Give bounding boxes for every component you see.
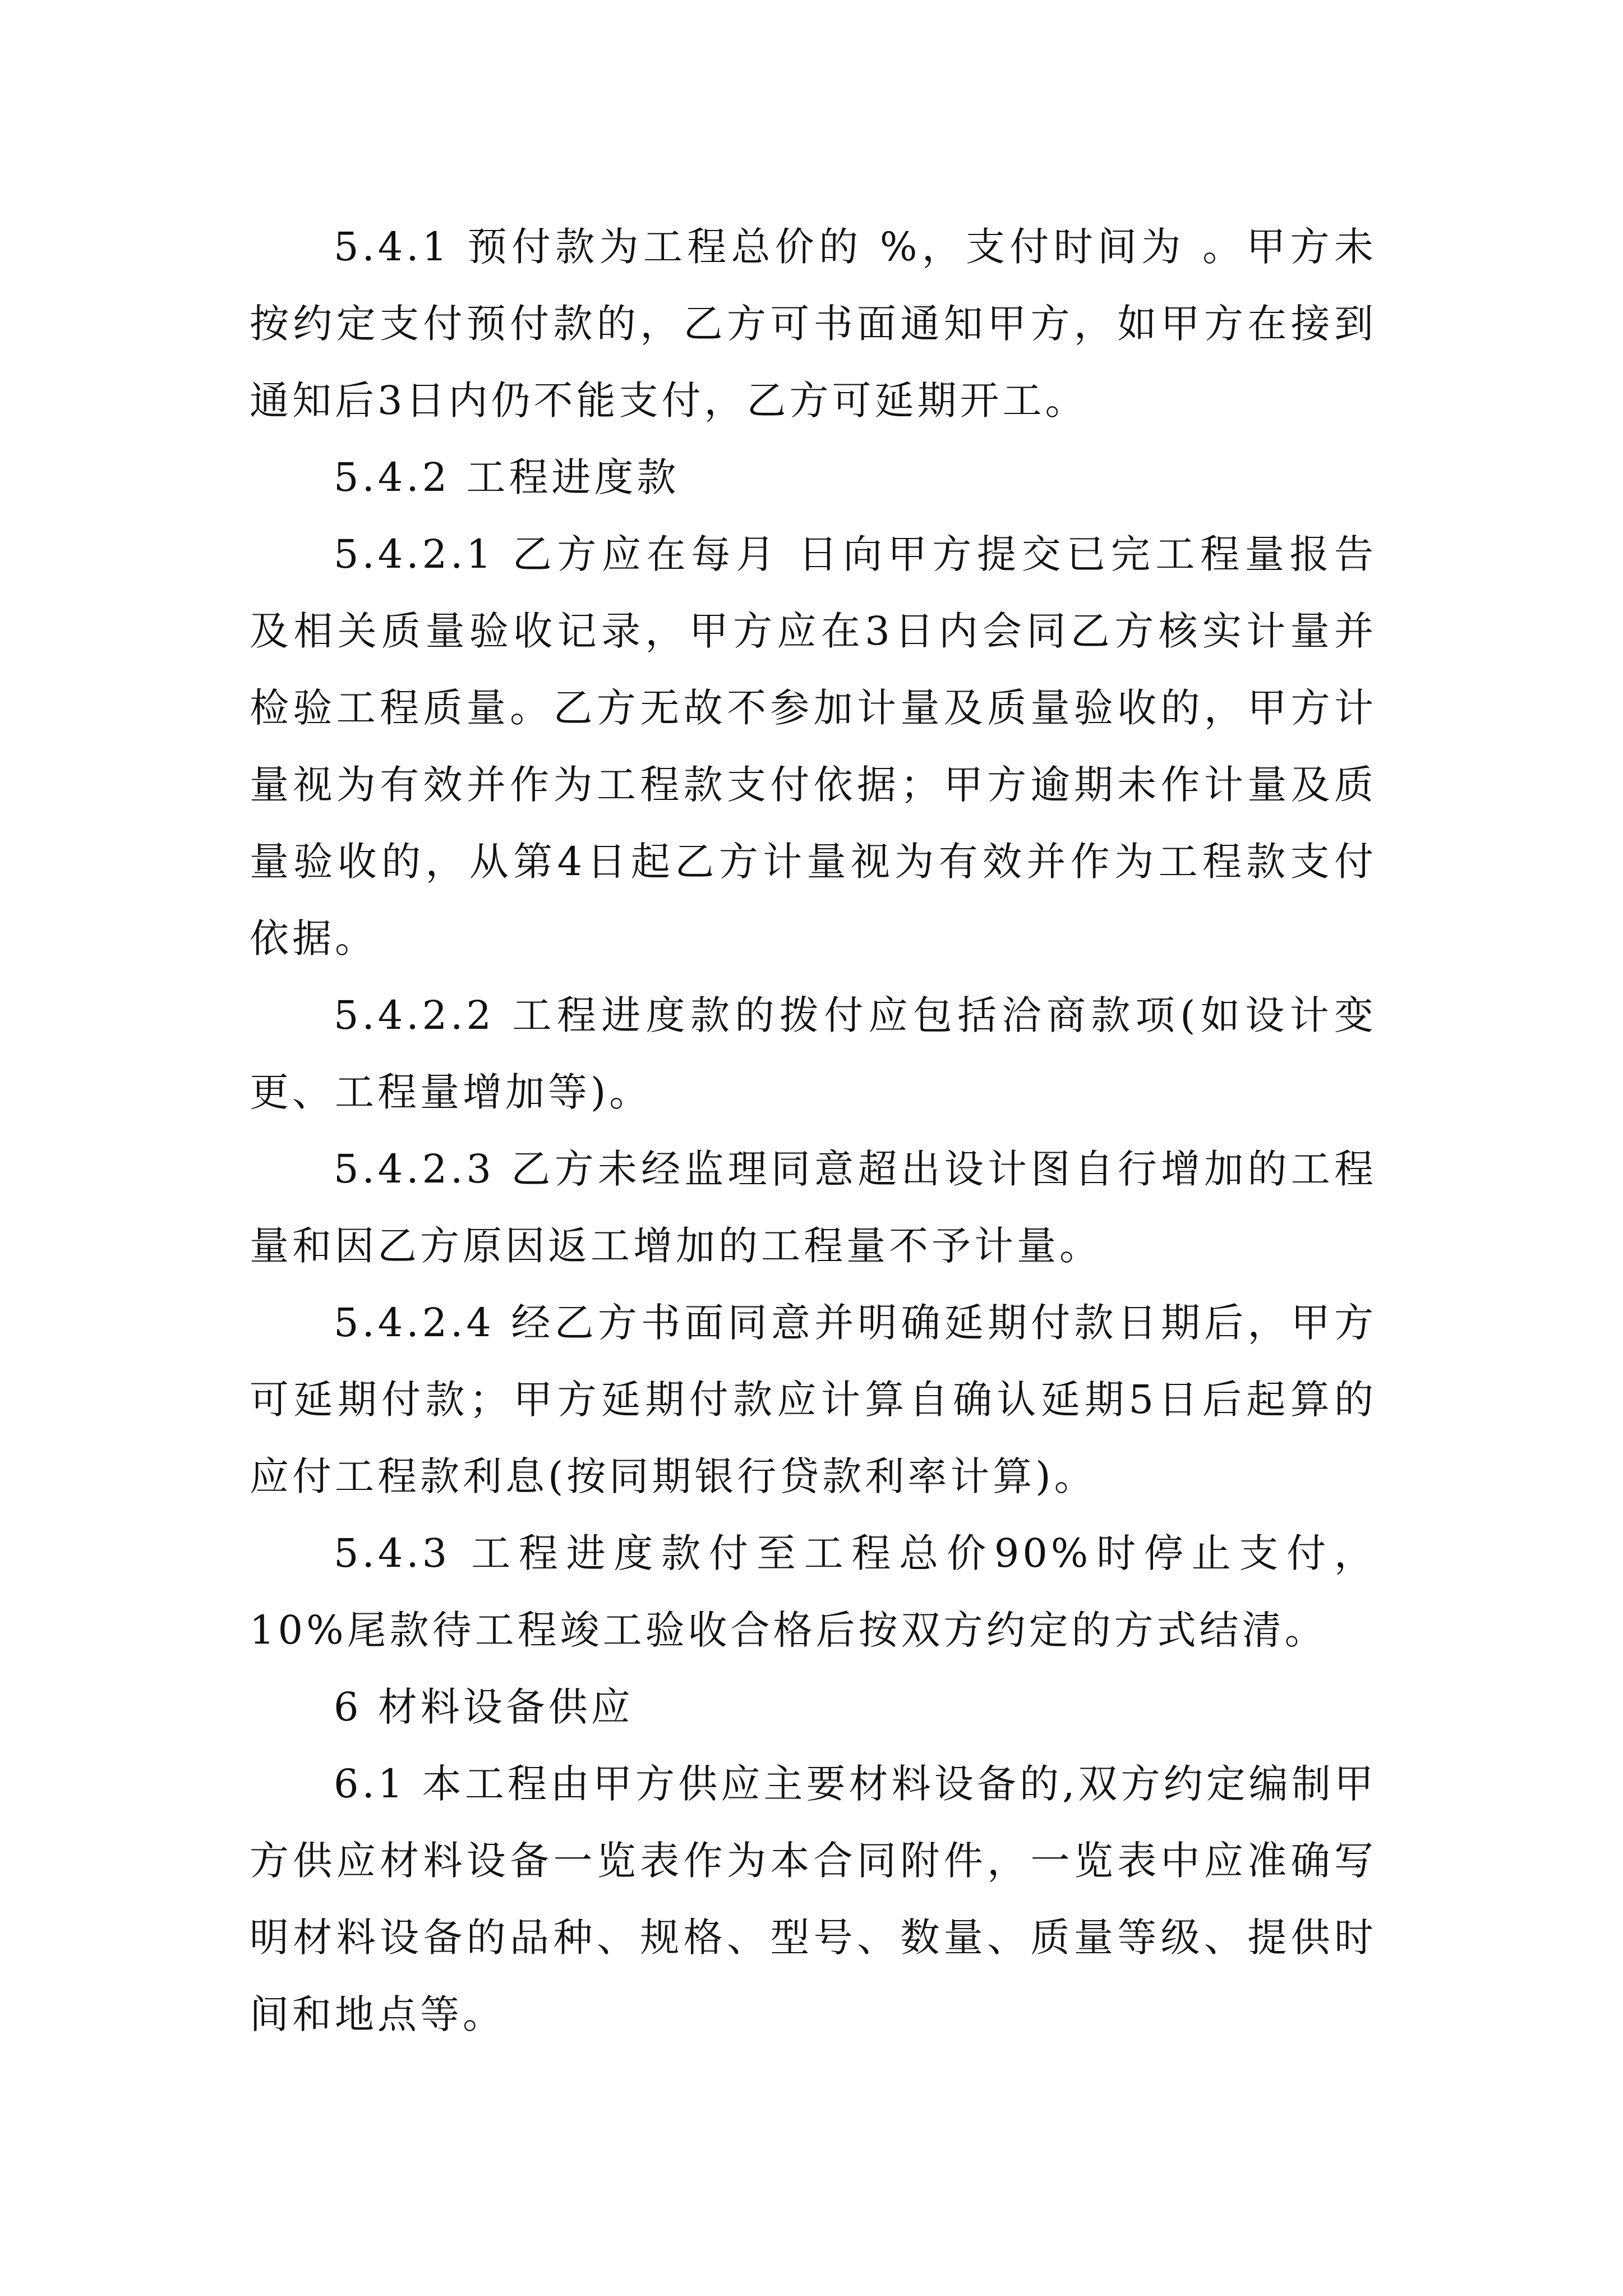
- clause-5-4-2-1-quantity-report: 5.4.2.1 乙方应在每月 日向甲方提交已完工程量报告及相关质量验收记录，甲方应在3日内会同乙方核实计量并检验工程质量。乙方无故不参加计量及质量验收的，甲方计量视为有效并作为工程款支付依据；甲方逾期未作计量及质量验收的，从第4日起乙方计量视为有效并作为工程款支付依据。: [250, 531, 1377, 961]
- clause-6-1-owner-supplied-materials: 6.1 本工程由甲方供应主要材料设备的,双方约定编制甲方供应材料设备一览表作为本合同附件，一览表中应准确写明材料设备的品种、规格、型号、数量、质量等级、提供时间和地点等。: [250, 1761, 1377, 2037]
- clause-5-4-2-4-deferred-payment: 5.4.2.4 经乙方书面同意并明确延期付款日期后，甲方可延期付款；甲方延期付款应计算自确认延期5日后起算的应付工程款利息(按同期银行贷款利率计算)。: [250, 1300, 1377, 1499]
- document-body: [250, 209, 1377, 2053]
- clause-5-4-2-3-unapproved-work: 5.4.2.3 乙方未经监理同意超出设计图自行增加的工程量和因乙方原因返工增加的工程量不予计量。: [250, 1146, 1377, 1269]
- clause-5-4-1-advance-payment: 5.4.1 预付款为工程总价的 %，支付时间为 。甲方未按约定支付预付款的，乙方可书面通知甲方，如甲方在接到通知后3日内仍不能支付，乙方可延期开工。: [250, 224, 1377, 424]
- section-6-materials-heading: 6 材料设备供应: [334, 1684, 634, 1730]
- clause-5-4-2-progress-payment-heading: 5.4.2 工程进度款: [334, 454, 680, 500]
- clause-5-4-2-2-negotiated-items: 5.4.2.2 工程进度款的拨付应包括洽商款项(如设计变更、工程量增加等)。: [250, 992, 1377, 1115]
- clause-5-4-3-final-settlement: 5.4.3 工程进度款付至工程总价90%时停止支付，10%尾款待工程竣工验收合格后按双方约定的方式结清。: [250, 1530, 1377, 1653]
